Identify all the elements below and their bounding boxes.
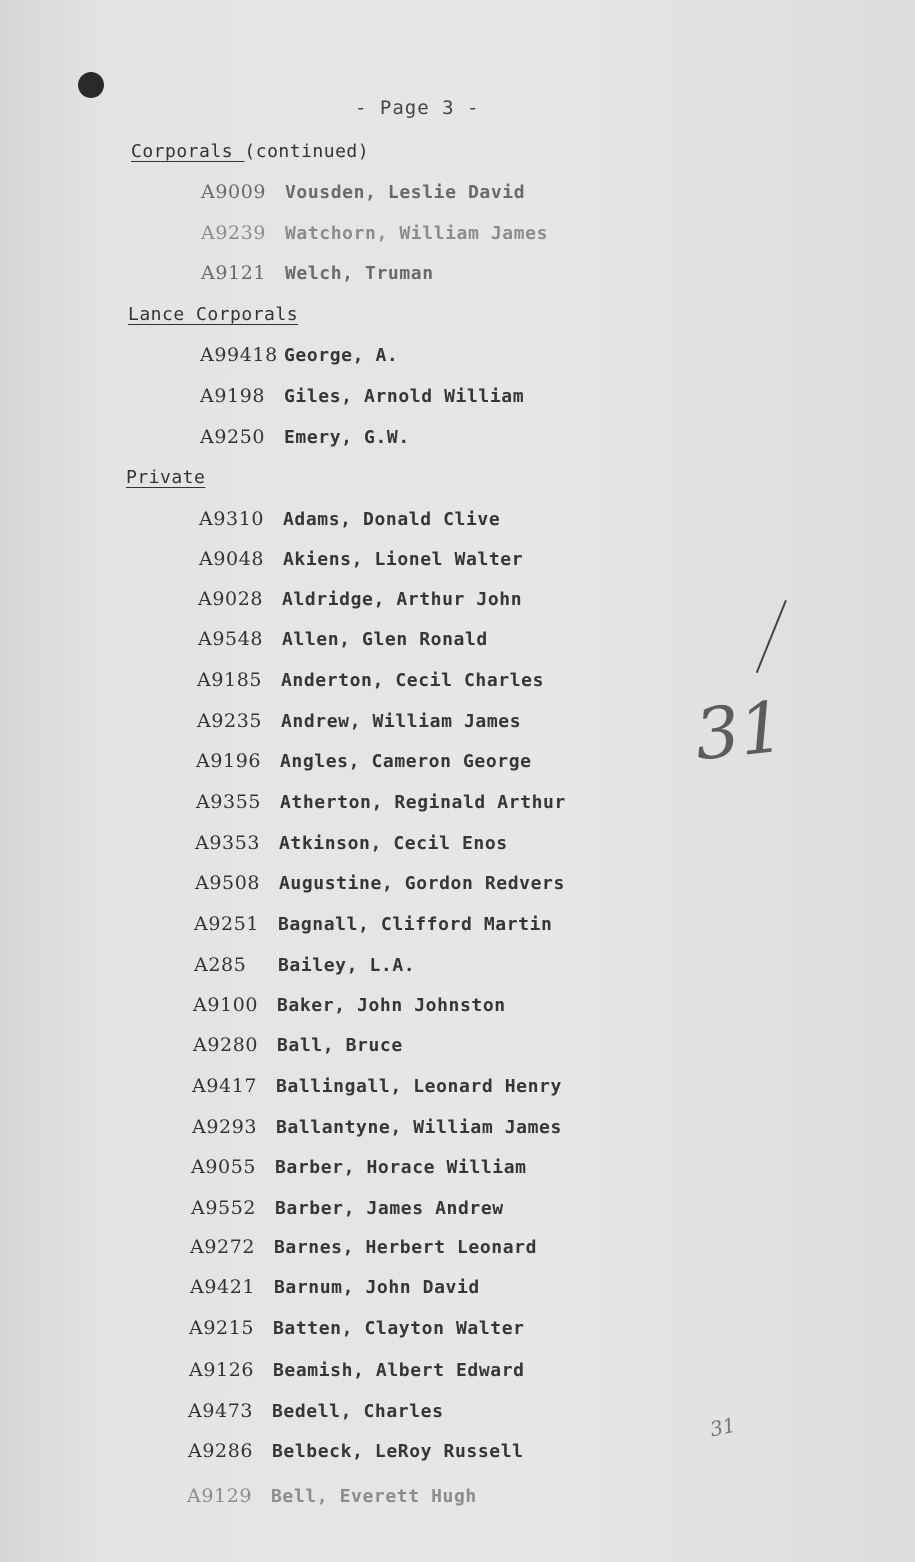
person-name: Batten, Clayton Walter: [273, 1318, 525, 1339]
person-name: Akiens, Lionel Walter: [283, 549, 524, 570]
service-number: A9272: [190, 1236, 256, 1258]
person-name: Ball, Bruce: [277, 1035, 403, 1056]
list-item: [201, 222, 548, 244]
person-name: Bailey, L.A.: [278, 955, 416, 976]
handwritten-page-count: 31: [690, 685, 789, 777]
page-number-header: - Page 3 -: [355, 97, 480, 119]
list-item: [196, 791, 566, 813]
list-item: [191, 1156, 527, 1178]
service-number: A9185: [197, 669, 263, 691]
person-name: Allen, Glen Ronald: [282, 629, 488, 650]
list-item: [190, 1276, 480, 1298]
service-number: A9009: [201, 181, 267, 203]
service-number: A9548: [198, 628, 264, 650]
section-title: Private: [126, 467, 206, 488]
person-name: Barnes, Herbert Leonard: [274, 1237, 538, 1258]
person-name: Ballantyne, William James: [276, 1117, 562, 1138]
section-title-suffix: (continued): [244, 141, 370, 162]
list-item: [190, 1236, 537, 1258]
service-number: A9239: [201, 222, 267, 244]
list-item: [188, 1400, 444, 1422]
person-name: Ballingall, Leonard Henry: [276, 1076, 562, 1097]
service-number: A9048: [199, 548, 265, 570]
service-number: A9508: [195, 872, 261, 894]
list-item: [199, 508, 500, 530]
service-number: A9196: [196, 750, 262, 772]
list-item: [193, 994, 506, 1016]
service-number: A9355: [196, 791, 262, 813]
list-item: [192, 1075, 562, 1097]
service-number: A9353: [195, 832, 261, 854]
person-name: Giles, Arnold William: [284, 386, 525, 407]
list-item: [200, 344, 398, 366]
list-item: [189, 1317, 525, 1339]
service-number: A9473: [188, 1400, 254, 1422]
section-heading-corporals: [131, 141, 369, 162]
service-number: A9293: [192, 1116, 258, 1138]
list-item: [197, 669, 544, 691]
service-number: A9198: [200, 385, 266, 407]
person-name: Barber, Horace William: [275, 1157, 527, 1178]
list-item: [187, 1485, 477, 1507]
list-item: [189, 1359, 525, 1381]
list-item: [192, 1116, 562, 1138]
list-item: [200, 426, 410, 448]
service-number: A9250: [200, 426, 266, 448]
list-item: [188, 1440, 524, 1462]
list-item: [196, 750, 532, 772]
service-number: A9552: [191, 1197, 257, 1219]
person-name: Augustine, Gordon Redvers: [279, 873, 565, 894]
person-name: Barnum, John David: [274, 1277, 480, 1298]
list-item: [199, 548, 523, 570]
list-item: [191, 1197, 504, 1219]
person-name: Angles, Cameron George: [280, 751, 532, 772]
list-item: [198, 588, 522, 610]
service-number: A9215: [189, 1317, 255, 1339]
list-item: [201, 262, 434, 284]
service-number: A9235: [197, 710, 263, 732]
service-number: A9126: [189, 1359, 255, 1381]
section-heading-private: [126, 467, 205, 488]
person-name: Andrew, William James: [281, 711, 522, 732]
list-item: [193, 1034, 403, 1056]
person-name: Vousden, Leslie David: [285, 182, 526, 203]
person-name: Belbeck, LeRoy Russell: [272, 1441, 524, 1462]
handwritten-small-number: 31: [707, 1412, 738, 1442]
section-heading-lance-corporals: [128, 304, 298, 325]
person-name: Bagnall, Clifford Martin: [278, 914, 553, 935]
person-name: Bell, Everett Hugh: [271, 1486, 477, 1507]
service-number: A9417: [192, 1075, 258, 1097]
person-name: Watchorn, William James: [285, 223, 549, 244]
list-item: [200, 385, 524, 407]
person-name: Emery, G.W.: [284, 427, 410, 448]
person-name: Barber, James Andrew: [275, 1198, 504, 1219]
list-item: [194, 913, 553, 935]
person-name: Welch, Truman: [285, 263, 434, 284]
service-number: A99418: [200, 344, 278, 366]
person-name: Bedell, Charles: [272, 1401, 444, 1422]
service-number: A9251: [194, 913, 260, 935]
list-item: [195, 872, 565, 894]
service-number: A9121: [201, 262, 267, 284]
handwritten-slash-mark: [756, 600, 787, 673]
punch-hole: [78, 72, 104, 98]
person-name: Atherton, Reginald Arthur: [280, 792, 566, 813]
person-name: George, A.: [284, 345, 399, 366]
service-number: A9310: [199, 508, 265, 530]
section-title: Corporals: [131, 141, 234, 162]
service-number: A9028: [198, 588, 264, 610]
list-item: [197, 710, 521, 732]
service-number: A9129: [187, 1485, 253, 1507]
person-name: Aldridge, Arthur John: [282, 589, 523, 610]
service-number: A9280: [193, 1034, 259, 1056]
list-item: [194, 954, 415, 976]
list-item: [201, 181, 525, 203]
person-name: Baker, John Johnston: [277, 995, 506, 1016]
person-name: Beamish, Albert Edward: [273, 1360, 525, 1381]
person-name: Adams, Donald Clive: [283, 509, 501, 530]
service-number: A285: [194, 954, 247, 976]
service-number: A9055: [191, 1156, 257, 1178]
service-number: A9286: [188, 1440, 254, 1462]
list-item: [195, 832, 508, 854]
list-item: [198, 628, 488, 650]
person-name: Anderton, Cecil Charles: [281, 670, 545, 691]
section-title: Lance Corporals: [128, 304, 299, 325]
person-name: Atkinson, Cecil Enos: [279, 833, 508, 854]
service-number: A9421: [190, 1276, 256, 1298]
service-number: A9100: [193, 994, 259, 1016]
